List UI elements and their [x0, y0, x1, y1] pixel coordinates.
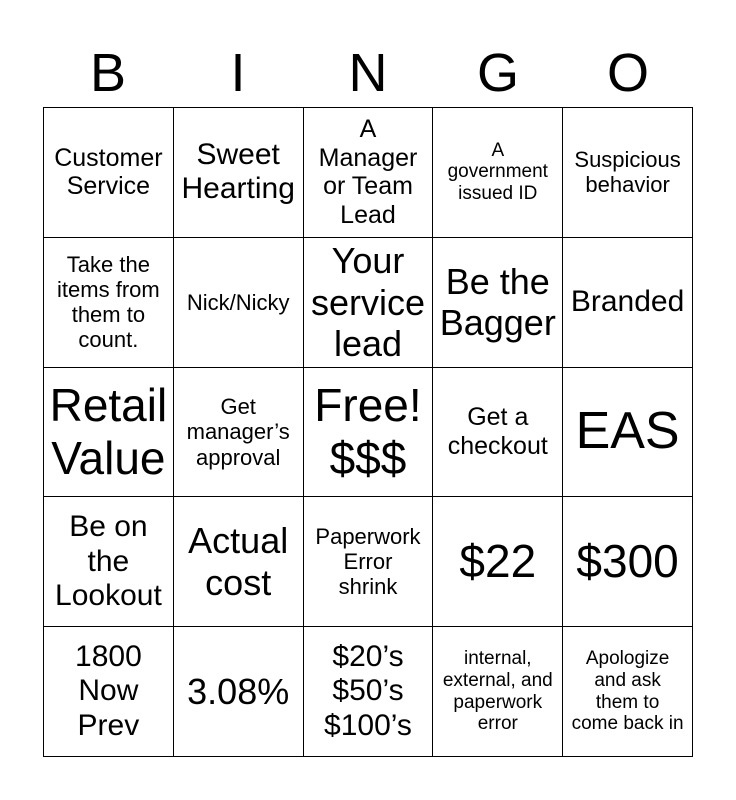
header-letter-o: O	[606, 43, 649, 103]
bingo-cell[interactable]: $300	[563, 497, 693, 627]
bingo-cell[interactable]: $22	[433, 497, 563, 627]
bingo-cell[interactable]: Be the Bagger	[433, 238, 563, 368]
bingo-card-grid	[43, 107, 693, 757]
bingo-header	[43, 38, 693, 108]
bingo-cell[interactable]: internal, external, and paperwork error	[433, 627, 563, 757]
bingo-cell[interactable]: Paperwork Error shrink	[304, 497, 434, 627]
bingo-cell[interactable]: Get manager’s approval	[174, 368, 304, 498]
bingo-cell[interactable]: Actual cost	[174, 497, 304, 627]
bingo-cell[interactable]: Get a checkout	[433, 368, 563, 498]
bingo-cell[interactable]: A government issued ID	[433, 108, 563, 238]
bingo-cell[interactable]: Your service lead	[304, 238, 434, 368]
bingo-cell[interactable]: Nick/Nicky	[174, 238, 304, 368]
bingo-cell[interactable]: EAS	[563, 368, 693, 498]
bingo-cell[interactable]: Be on the Lookout	[44, 497, 174, 627]
bingo-cell[interactable]: Suspicious behavior	[563, 108, 693, 238]
header-letter-n: N	[348, 43, 388, 103]
bingo-cell[interactable]: 3.08%	[174, 627, 304, 757]
header-letter-g: G	[476, 43, 519, 103]
bingo-cell[interactable]: Free! $$$	[304, 368, 434, 498]
bingo-cell[interactable]: Retail Value	[44, 368, 174, 498]
bingo-cell[interactable]: Apologize and ask them to come back in	[563, 627, 693, 757]
header-letter-b: B	[89, 43, 127, 103]
bingo-cell[interactable]: Take the items from them to count.	[44, 238, 174, 368]
bingo-cell[interactable]: 1800 Now Prev	[44, 627, 174, 757]
bingo-cell[interactable]: A Manager or Team Lead	[304, 108, 434, 238]
bingo-cell[interactable]: Customer Service	[44, 108, 174, 238]
header-letter-i: I	[230, 43, 246, 103]
bingo-cell[interactable]: $20’s $50’s $100’s	[304, 627, 434, 757]
bingo-cell[interactable]: Branded	[563, 238, 693, 368]
bingo-cell[interactable]: Sweet Hearting	[174, 108, 304, 238]
